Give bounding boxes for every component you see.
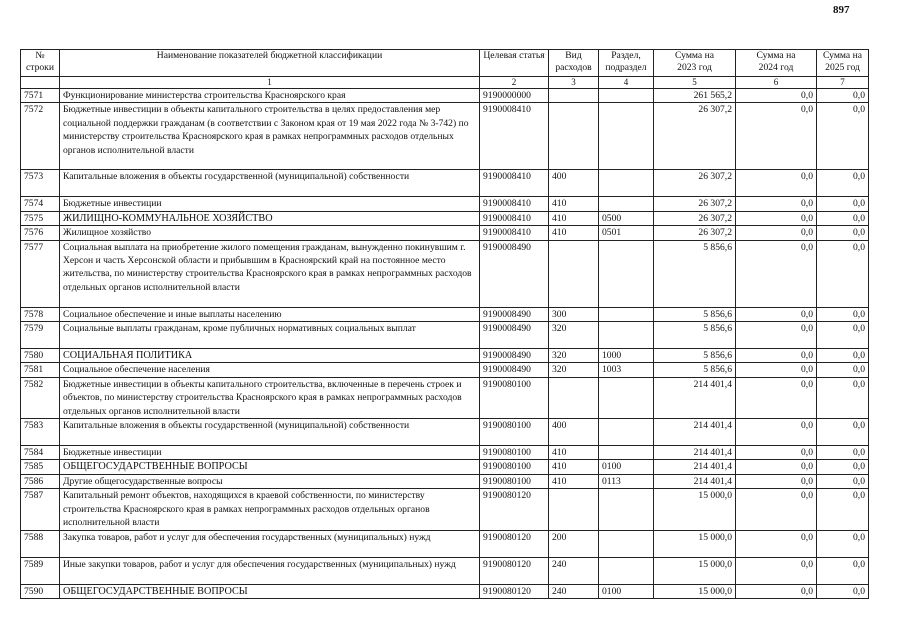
row-sum-2023: 214 401,4 (654, 474, 736, 488)
row-target-code: 9190080120 (480, 489, 549, 530)
row-sum-2023: 26 307,2 (654, 197, 736, 211)
row-sum-2023: 5 856,6 (654, 349, 736, 363)
row-sum-2025: 0,0 (817, 557, 869, 584)
row-vid: 200 (549, 530, 599, 557)
row-number: 7571 (21, 89, 60, 103)
row-target-code: 9190008410 (480, 211, 549, 225)
row-section (599, 419, 654, 446)
table-row (21, 349, 869, 363)
row-number: 7575 (21, 211, 60, 225)
row-name: СОЦИАЛЬНАЯ ПОЛИТИКА (60, 349, 480, 363)
row-sum-2023: 261 565,2 (654, 89, 736, 103)
row-sum-2025: 0,0 (817, 530, 869, 557)
row-name: Другие общегосударственные вопросы (60, 474, 480, 488)
row-number: 7582 (21, 377, 60, 418)
row-sum-2025: 0,0 (817, 322, 869, 349)
row-number: 7587 (21, 489, 60, 530)
table-row (21, 460, 869, 474)
table-row (21, 377, 869, 418)
row-vid: 320 (549, 322, 599, 349)
row-target-code: 9190000000 (480, 89, 549, 103)
table-row (21, 322, 869, 349)
row-sum-2025: 0,0 (817, 349, 869, 363)
row-sum-2024: 0,0 (736, 197, 817, 211)
row-sum-2024: 0,0 (736, 489, 817, 530)
row-name: Функционирование министерства строительства Красноярского края (60, 89, 480, 103)
row-target-code: 9190080100 (480, 419, 549, 446)
row-sum-2025: 0,0 (817, 446, 869, 460)
row-name: Бюджетные инвестиции в объекты капитального строительства, включенные в перечень строек и объектов, по министерству строительства Красноярского края в рамках непрограммных расходов отдельных органов исполнительной власти (60, 377, 480, 418)
row-sum-2024: 0,0 (736, 363, 817, 377)
row-target-code: 9190008410 (480, 170, 549, 197)
row-name: Социальные выплаты гражданам, кроме публичных нормативных социальных выплат (60, 322, 480, 349)
row-number: 7579 (21, 322, 60, 349)
row-target-code: 9190008410 (480, 197, 549, 211)
table-row (21, 211, 869, 225)
row-sum-2025: 0,0 (817, 474, 869, 488)
row-sum-2025: 0,0 (817, 103, 869, 170)
row-sum-2023: 5 856,6 (654, 240, 736, 307)
table-row (21, 307, 869, 321)
budget-table (20, 49, 869, 599)
col-number: 2 (480, 77, 549, 89)
row-number: 7588 (21, 530, 60, 557)
row-number: 7586 (21, 474, 60, 488)
row-sum-2025: 0,0 (817, 363, 869, 377)
row-name: Жилищное хозяйство (60, 226, 480, 240)
row-section (599, 557, 654, 584)
row-name: ОБЩЕГОСУДАРСТВЕННЫЕ ВОПРОСЫ (60, 460, 480, 474)
row-section (599, 170, 654, 197)
row-target-code: 9190008490 (480, 307, 549, 321)
row-name: Бюджетные инвестиции (60, 197, 480, 211)
row-number: 7580 (21, 349, 60, 363)
row-target-code: 9190008490 (480, 363, 549, 377)
row-name: Капитальные вложения в объекты государственной (муниципальной) собственности (60, 419, 480, 446)
row-section: 0500 (599, 211, 654, 225)
table-row (21, 489, 869, 530)
row-sum-2023: 214 401,4 (654, 377, 736, 418)
row-vid: 320 (549, 363, 599, 377)
row-sum-2023: 15 000,0 (654, 489, 736, 530)
table-row (21, 89, 869, 103)
row-number: 7584 (21, 446, 60, 460)
row-name: Социальное обеспечение и иные выплаты населению (60, 307, 480, 321)
row-target-code: 9190080120 (480, 584, 549, 598)
row-sum-2024: 0,0 (736, 307, 817, 321)
row-section (599, 446, 654, 460)
row-sum-2023: 5 856,6 (654, 322, 736, 349)
row-target-code: 9190008410 (480, 226, 549, 240)
row-sum-2025: 0,0 (817, 170, 869, 197)
row-section: 1000 (599, 349, 654, 363)
row-number: 7583 (21, 419, 60, 446)
row-number: 7585 (21, 460, 60, 474)
row-sum-2024: 0,0 (736, 226, 817, 240)
row-sum-2025: 0,0 (817, 377, 869, 418)
row-section (599, 307, 654, 321)
row-sum-2024: 0,0 (736, 349, 817, 363)
row-vid (549, 103, 599, 170)
table-row (21, 240, 869, 307)
row-sum-2024: 0,0 (736, 460, 817, 474)
header-sum-2025: Сумма на 2025 год (817, 50, 869, 77)
col-number: 7 (817, 77, 869, 89)
col-number: 6 (736, 77, 817, 89)
row-vid: 410 (549, 446, 599, 460)
header-sum-2023: Сумма на 2023 год (654, 50, 736, 77)
row-target-code: 9190008490 (480, 322, 549, 349)
col-number: 4 (599, 77, 654, 89)
header-vid: Вид расходов (549, 50, 599, 77)
row-section (599, 530, 654, 557)
row-sum-2023: 26 307,2 (654, 103, 736, 170)
row-sum-2024: 0,0 (736, 419, 817, 446)
row-name: Бюджетные инвестиции (60, 446, 480, 460)
header-name: Наименование показателей бюджетной классификации (60, 50, 480, 77)
row-name: Социальная выплата на приобретение жилого помещения гражданам, вынужденно покинувшим г. Херсон и часть Херсонской области и прибывшим в Красноярский край на постоянное место жительства, по министерству строительства Красноярского края в рамках непрограммных расходов отдельных органов исполнительной власти (60, 240, 480, 307)
row-vid: 400 (549, 419, 599, 446)
row-vid: 240 (549, 584, 599, 598)
row-number: 7576 (21, 226, 60, 240)
row-sum-2023: 5 856,6 (654, 363, 736, 377)
table-row (21, 419, 869, 446)
row-name: Бюджетные инвестиции в объекты капитального строительства в целях предоставления мер социальной поддержки гражданам (в соответствии с Законом края от 19 мая 2022 года № 3-742) по министерству строительства Красноярского края в рамках непрограммных расходов отдельных органов исполнительной власти (60, 103, 480, 170)
row-target-code: 9190080100 (480, 446, 549, 460)
col-number: 1 (60, 77, 480, 89)
table-row (21, 446, 869, 460)
row-target-code: 9190080100 (480, 377, 549, 418)
row-name: Иные закупки товаров, работ и услуг для обеспечения государственных (муниципальных) нужд (60, 557, 480, 584)
header-sum-2024: Сумма на 2024 год (736, 50, 817, 77)
col-number (21, 77, 60, 89)
row-section (599, 197, 654, 211)
table-row (21, 170, 869, 197)
row-target-code: 9190008490 (480, 349, 549, 363)
row-sum-2025: 0,0 (817, 489, 869, 530)
row-section (599, 240, 654, 307)
row-vid: 240 (549, 557, 599, 584)
row-sum-2025: 0,0 (817, 460, 869, 474)
row-vid: 410 (549, 197, 599, 211)
row-section: 1003 (599, 363, 654, 377)
table-row (21, 474, 869, 488)
row-target-code: 9190080120 (480, 530, 549, 557)
table-row (21, 557, 869, 584)
row-number: 7573 (21, 170, 60, 197)
row-sum-2025: 0,0 (817, 226, 869, 240)
row-number: 7578 (21, 307, 60, 321)
row-sum-2023: 15 000,0 (654, 557, 736, 584)
row-sum-2024: 0,0 (736, 377, 817, 418)
row-vid: 400 (549, 170, 599, 197)
row-sum-2025: 0,0 (817, 89, 869, 103)
row-vid: 410 (549, 460, 599, 474)
row-vid (549, 240, 599, 307)
row-sum-2023: 26 307,2 (654, 211, 736, 225)
row-sum-2024: 0,0 (736, 557, 817, 584)
row-sum-2024: 0,0 (736, 103, 817, 170)
row-number: 7574 (21, 197, 60, 211)
row-sum-2025: 0,0 (817, 197, 869, 211)
table-row (21, 530, 869, 557)
col-number: 3 (549, 77, 599, 89)
row-section (599, 103, 654, 170)
row-sum-2024: 0,0 (736, 446, 817, 460)
header-row-no: № строки (21, 50, 60, 77)
row-sum-2024: 0,0 (736, 240, 817, 307)
row-sum-2023: 214 401,4 (654, 419, 736, 446)
row-section: 0113 (599, 474, 654, 488)
row-sum-2025: 0,0 (817, 419, 869, 446)
row-sum-2023: 15 000,0 (654, 530, 736, 557)
row-section (599, 489, 654, 530)
row-name: Капитальный ремонт объектов, находящихся в краевой собственности, по министерству строительства Красноярского края в рамках непрограммных расходов отдельных органов исполнительной власти (60, 489, 480, 530)
row-number: 7577 (21, 240, 60, 307)
row-sum-2023: 26 307,2 (654, 170, 736, 197)
row-number: 7572 (21, 103, 60, 170)
row-sum-2025: 0,0 (817, 240, 869, 307)
header-target: Целевая статья (480, 50, 549, 77)
row-vid (549, 89, 599, 103)
row-name: Социальное обеспечение населения (60, 363, 480, 377)
table-row (21, 363, 869, 377)
row-sum-2023: 214 401,4 (654, 446, 736, 460)
column-number-row (21, 77, 869, 89)
row-sum-2024: 0,0 (736, 89, 817, 103)
row-number: 7581 (21, 363, 60, 377)
row-sum-2024: 0,0 (736, 584, 817, 598)
row-vid: 410 (549, 226, 599, 240)
row-sum-2024: 0,0 (736, 530, 817, 557)
row-name: ЖИЛИЩНО-КОММУНАЛЬНОЕ ХОЗЯЙСТВО (60, 211, 480, 225)
row-target-code: 9190008490 (480, 240, 549, 307)
table-row (21, 103, 869, 170)
row-vid: 300 (549, 307, 599, 321)
row-vid (549, 489, 599, 530)
row-target-code: 9190080120 (480, 557, 549, 584)
row-section: 0501 (599, 226, 654, 240)
table-row (21, 584, 869, 598)
row-vid (549, 377, 599, 418)
table-row (21, 226, 869, 240)
row-vid: 410 (549, 474, 599, 488)
row-section (599, 322, 654, 349)
row-section (599, 377, 654, 418)
row-vid: 320 (549, 349, 599, 363)
table-row (21, 197, 869, 211)
page-number: 897 (833, 4, 850, 16)
row-target-code: 9190080100 (480, 474, 549, 488)
row-target-code: 9190080100 (480, 460, 549, 474)
row-number: 7589 (21, 557, 60, 584)
row-section: 0100 (599, 584, 654, 598)
header-row (21, 50, 869, 77)
col-number: 5 (654, 77, 736, 89)
row-sum-2023: 214 401,4 (654, 460, 736, 474)
row-sum-2023: 26 307,2 (654, 226, 736, 240)
row-sum-2023: 15 000,0 (654, 584, 736, 598)
row-name: ОБЩЕГОСУДАРСТВЕННЫЕ ВОПРОСЫ (60, 584, 480, 598)
row-sum-2023: 5 856,6 (654, 307, 736, 321)
row-sum-2025: 0,0 (817, 307, 869, 321)
row-vid: 410 (549, 211, 599, 225)
row-sum-2024: 0,0 (736, 170, 817, 197)
row-section: 0100 (599, 460, 654, 474)
row-sum-2024: 0,0 (736, 474, 817, 488)
row-number: 7590 (21, 584, 60, 598)
row-name: Капитальные вложения в объекты государственной (муниципальной) собственности (60, 170, 480, 197)
row-sum-2024: 0,0 (736, 211, 817, 225)
row-sum-2024: 0,0 (736, 322, 817, 349)
row-name: Закупка товаров, работ и услуг для обеспечения государственных (муниципальных) нужд (60, 530, 480, 557)
header-section: Раздел, подраздел (599, 50, 654, 77)
row-section (599, 89, 654, 103)
row-target-code: 9190008410 (480, 103, 549, 170)
row-sum-2025: 0,0 (817, 211, 869, 225)
row-sum-2025: 0,0 (817, 584, 869, 598)
